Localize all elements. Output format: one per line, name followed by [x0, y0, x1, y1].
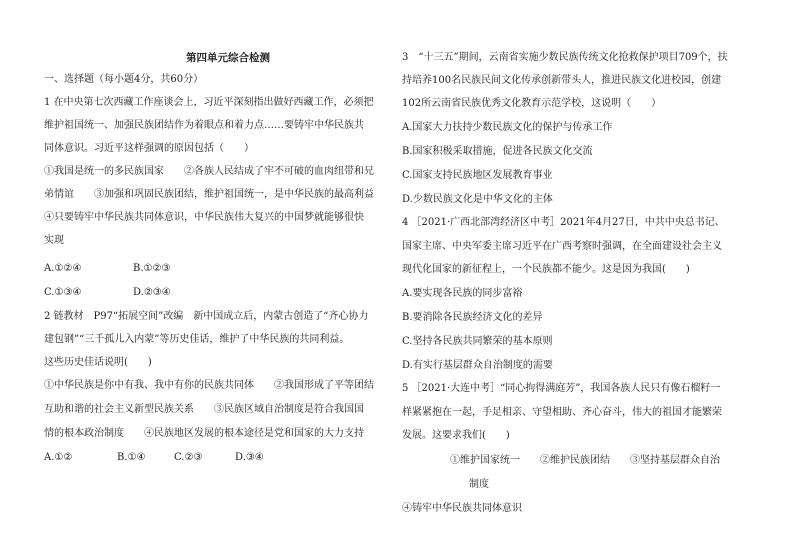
- q4-option-c: C.坚持各民族共同繁荣的基本原则: [402, 336, 553, 347]
- q1-option-b: B.①②③: [133, 263, 171, 274]
- q4-option-d: D.有实行基层群众自治制度的需要: [402, 360, 553, 371]
- q3-stem-line-3: 102所云南省民族优秀文化教育示范学校，这说明（ ）: [402, 98, 662, 109]
- q2-item-line-3: 情的根本政治制度 ④民族地区发展的根本途径是党和国家的大力支持: [44, 428, 364, 439]
- q4-option-b: B.要消除各民族经济文化的差异: [402, 312, 543, 323]
- page-title: 第四单元综合检测: [186, 52, 270, 64]
- q1-option-d: D.②③④: [133, 287, 171, 298]
- q2-option-c: C.②③: [174, 452, 203, 463]
- q1-item-line-1: ①我国是统一的多民族国家 ②各族人民结成了牢不可破的血肉纽带和兄: [44, 166, 374, 177]
- q4-option-a: A.要实现各民族的同步富裕: [402, 288, 523, 299]
- q2-stem-line-3: 这些历史佳话说明( ): [44, 357, 152, 368]
- q1-option-c: C.①③④: [44, 287, 82, 298]
- section-heading: 一、选择题（每小题4分，共60分）: [44, 74, 204, 85]
- q3-option-c: C.国家支持民族地区发展教育事业: [402, 170, 553, 181]
- q1-stem-line-3: 同体意识。习近平这样强调的原因包括（ ）: [44, 143, 254, 154]
- q2-stem-line-2: 建包钢”“三千孤儿入内蒙”等历史佳话，维护了中华民族的共同利益。: [44, 334, 350, 345]
- q1-item-line-2: 弟情谊 ③加强和巩固民族团结，维护祖国统一，是中华民族的最高利益: [44, 189, 374, 200]
- q3-option-a: A.国家大力扶持少数民族文化的保护与传承工作: [402, 122, 613, 133]
- q2-item-line-1: ①中华民族是你中有我、我中有你的民族共同体 ②我国形成了平等团结: [44, 380, 374, 391]
- q5-item-line-1: ①维护国家统一 ②维护民族团结 ③坚持基层群众自治: [450, 455, 720, 466]
- q4-stem-line-1: 4 ［2021·广西北部湾经济区中考］2021年4月27日，中共中央总书记、: [402, 217, 725, 228]
- q2-option-d: D.③④: [235, 452, 264, 463]
- q3-stem-line-2: 持培养100名民族民间文化传承创新带头人，推进民族文化进校园，创建: [402, 75, 722, 86]
- q3-stem-line-1: 3 “十三五”期间，云南省实施少数民族传统文化抢救保护项目709个，扶: [402, 52, 728, 63]
- q5-stem-line-2: 样紧紧抱在一起，手足相亲、守望相助、齐心奋斗，伟大的祖国才能繁荣: [402, 407, 722, 418]
- q1-option-a: A.①②④: [44, 263, 82, 274]
- q1-item-line-4: 实现: [44, 235, 64, 246]
- q5-item-line-2: 制度: [469, 479, 489, 490]
- q3-option-d: D.少数民族文化是中华文化的主体: [402, 194, 553, 205]
- q4-stem-line-2: 国家主席、中央军委主席习近平在广西考察时强调，在全面建设社会主义: [402, 241, 722, 252]
- q2-option-a: A.①②: [44, 452, 73, 463]
- q3-option-b: B.国家积极采取措施，促进各民族文化交流: [402, 146, 593, 157]
- q2-item-line-2: 互助和谐的社会主义新型民族关系 ③民族区域自治制度是符合我国国: [44, 404, 364, 415]
- q4-stem-line-3: 现代化国家的新征程上，一个民族都不能少。这是因为我国( ): [402, 264, 690, 275]
- q5-item-line-3: ④铸牢中华民族共同体意识: [402, 503, 522, 514]
- q1-stem-line-1: 1 在中央第七次西藏工作座谈会上，习近平深刻指出做好西藏工作，必须把: [44, 97, 374, 108]
- q5-stem-line-1: 5 ［2021·大连中考］“同心拘得满庭芳”，我国各族人民只有像石榴籽一: [402, 383, 721, 394]
- q2-stem-line-1: 2 链教材 P97“拓展空间”改编 新中国成立后，内蒙古创造了“齐心协力: [44, 311, 369, 322]
- q5-stem-line-3: 发展。这要求我们( ): [402, 430, 510, 441]
- q2-option-b: B.①④: [117, 452, 146, 463]
- q1-item-line-3: ④只要铸牢中华民族共同体意识，中华民族伟大复兴的中国梦就能够很快: [44, 212, 364, 223]
- q1-stem-line-2: 维护祖国统一、加强民族团结作为着眼点和着力点……要铸牢中华民族共: [44, 120, 364, 131]
